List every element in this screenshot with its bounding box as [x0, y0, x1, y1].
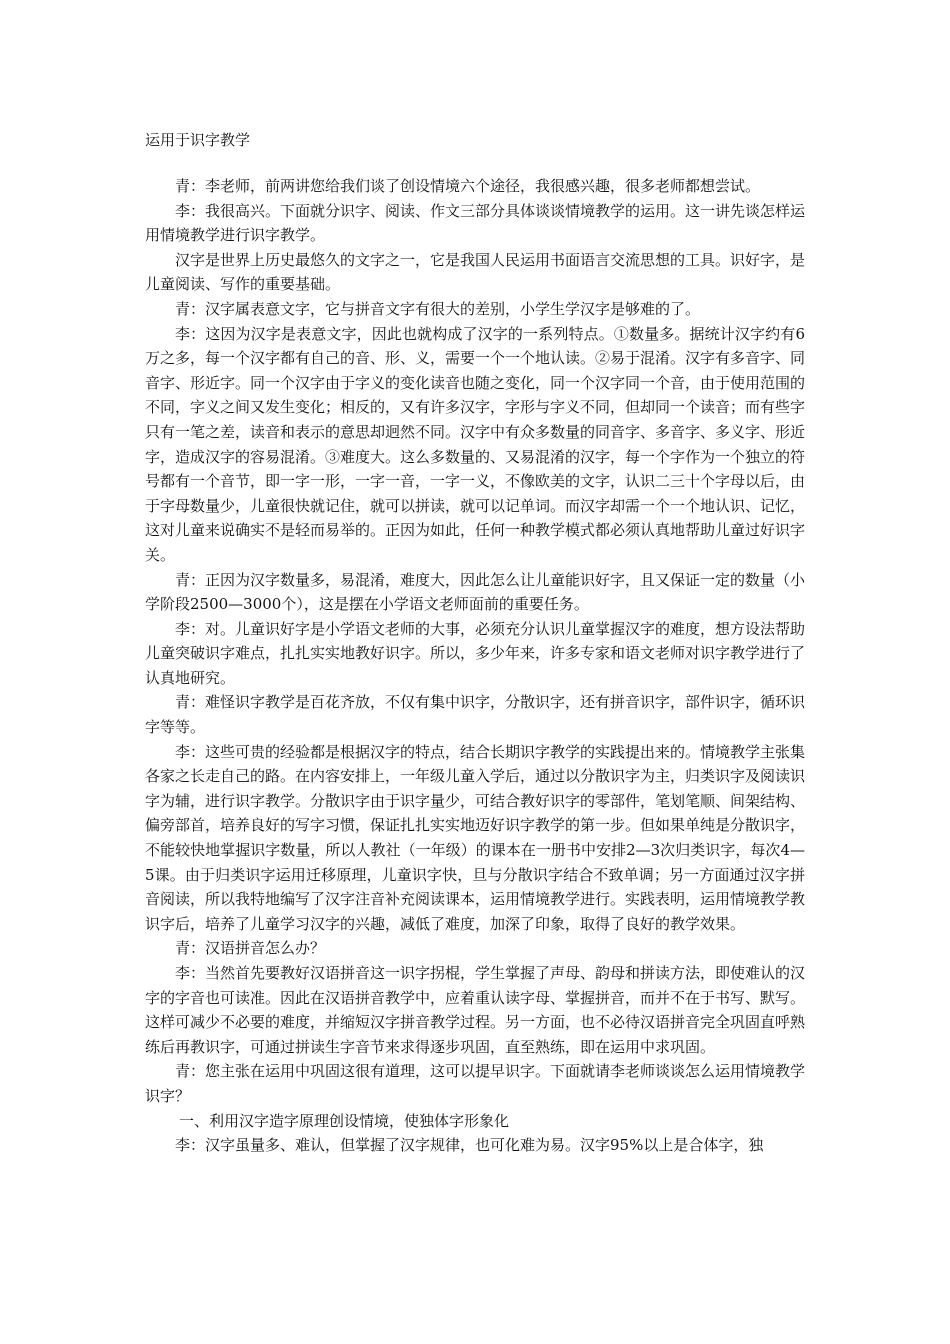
document-title: 运用于识字教学: [145, 131, 251, 149]
paragraph-3: 汉字是世界上历史最悠久的文字之一，它是我国人民运用书面语言交流思想的工具。识好字，是儿童阅读、写作的重要基础。: [145, 250, 806, 294]
paragraph-8: 青：难怪识字教学是百花齐放，不仅有集中识字，分散识字，还有拼音识字，部件识字，循环识字等等。: [145, 693, 806, 737]
paragraph-11: 李：当然首先要教好汉语拼音这一识字拐棍，学生掌握了声母、韵母和拼读方法，即使难认的汉字的字音也可读准。因此在汉语拼音教学中，应着重认读字母、掌握拼音，而并不在于书写、默写。这样可减少不必要的难度，并缩短汉字拼音教学过程。另一方面，也不必待汉语拼音完全巩固直呼熟练后再教识字，可通过拼读生字音节来求得逐步巩固，直至熟练，即在运用中求巩固。: [145, 964, 806, 1056]
paragraph-9: 李：这些可贵的经验都是根据汉字的特点，结合长期识字教学的实践提出来的。情境教学主张集各家之长走自己的路。在内容安排上，一年级儿童入学后，通过以分散识字为主，归类识字及阅读识字为辅，进行识字教学。分散识字由于识字量少，可结合教好识字的零部件，笔划笔顺、间架结构、偏旁部首，培养良好的写字习惯，保证扎扎实实地迈好识字教学的第一步。但如果单纯是分散识字，不能较快地掌握识字数量，所以人教社（一年级）的课本在一册书中安排2—3次归类识字，每次4—5课。由于归类识字运用迁移原理，儿童识字快，旦与分散识字结合不致单调；另一方面通过汉字拼音阅读，所以我特地编写了汉字注音补充阅读课本，运用情境教学进行。实践表明，运用情境教学教识字后，培养了儿童学习汉字的兴趣，减低了难度，加深了印象，取得了良好的教学效果。: [145, 742, 806, 933]
document-body: [145, 174, 805, 1158]
paragraph-12: 青：您主张在运用中巩固这很有道理，这可以提早识字。下面就请李老师谈谈怎么运用情境教学识字？: [145, 1062, 806, 1105]
paragraph-1: 青：李老师，前两讲您给我们谈了创设情境六个途径，我很感兴趣，很多老师都想尝试。: [175, 177, 761, 195]
paragraph-6: 青：正因为汉字数量多，易混淆，难度大，因此怎么让儿童能识好字，且又保证一定的数量（小学阶段2500—3000个），这是摆在小学语文老师面前的重要任务。: [145, 570, 806, 614]
document-page: [145, 128, 805, 1158]
paragraph-last: 李：汉字虽量多、难认，但掌握了汉字规律，也可化难为易。汉字95%以上是合体字，独: [175, 1136, 764, 1155]
section-heading: 一、利用汉字造字原理创设情境，使独体字形象化: [179, 1111, 510, 1130]
paragraph-5: 李：这因为汉字是表意文字，因此也就构成了汉字的一系列特点。①数量多。据统计汉字约有6万之多，每一个汉字都有自己的音、形、义，需要一个一个地认读。②易于混淆。汉字有多音字、同音字、形近字。同一个汉字由于字义的变化读音也随之变化，同一个汉字同一个音，由于使用范围的不同，字义之间又发生变化；相反的，又有许多汉字，字形与字义不同，但却同一个读音；而有些字只有一笔之差，读音和表示的意思却迥然不同。汉字中有众多数量的同音字、多音字、多义字、形近字，造成汉字的容易混淆。③难度大。这么多数量的、又易混淆的汉字，每一个字作为一个独立的符号都有一个音节，即一字一形，一字一音，一字一义，不像欧美的文字，认识二三十个字母以后，由于字母数量少，儿童很快就记住，就可以拼读，就可以记单词。而汉字却需一个一个地认识、记忆，这对儿童来说确实不是轻而易举的。正因为如此，任何一种教学模式都必须认真地帮助儿童过好识字关。: [145, 324, 806, 564]
paragraph-4: 青：汉字属表意文字，它与拼音文字有很大的差别，小学生学汉字是够难的了。: [175, 299, 701, 318]
paragraph-2: 李：我很高兴。下面就分识字、阅读、作文三部分具体谈谈情境教学的运用。这一讲先谈怎样运用情境教学进行识字教学。: [145, 201, 806, 245]
paragraph-10: 青：汉语拼音怎么办？: [175, 939, 326, 958]
paragraph-7: 李：对。儿童识好字是小学语文老师的大事，必须充分认识儿童掌握汉字的难度，想方设法帮助儿童突破识字难点，扎扎实实地教好识字。所以，多少年来，许多专家和语文老师对识字教学进行了认真地研究。: [145, 619, 806, 687]
